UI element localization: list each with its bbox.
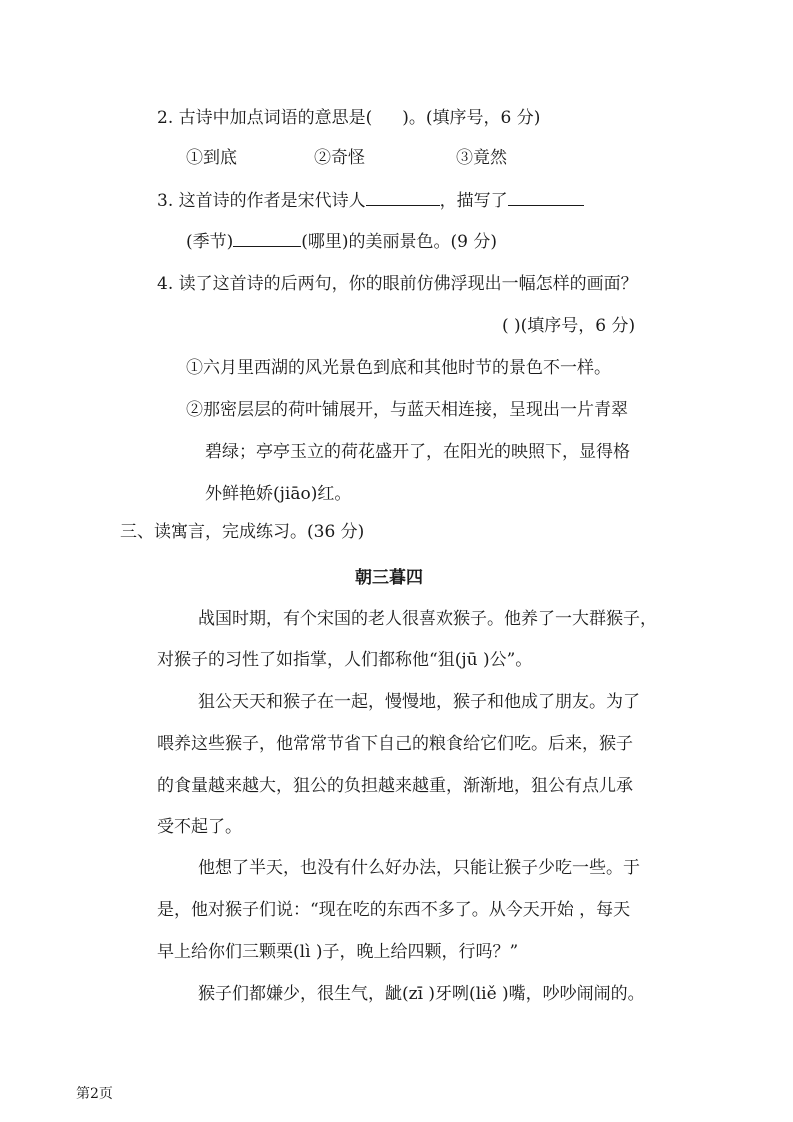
- story-p2-line-2: 喂养这些猴子，他常常节省下自己的粮食给它们吃。后来，猴子: [157, 734, 633, 754]
- story-p3-line-3: 早上给你们三颗栗(lì )子，晚上给四颗，行吗？”: [157, 942, 519, 962]
- question-3-line-2: [186, 230, 497, 254]
- story-p1-line-1: 战国时期，有个宋国的老人很喜欢猴子。他养了一大群猴子，: [198, 609, 657, 629]
- q4-option-1: ①六月里西湖的风光景色到底和其他时节的景色不一样。: [186, 358, 611, 378]
- q4-option-2-line-1: ②那密层层的荷叶铺展开，与蓝天相连接，呈现出一片青翠: [186, 400, 628, 420]
- story-p1-line-2: 对猴子的习性了如指掌，人们都称他“狙(jū )公”。: [157, 650, 533, 670]
- story-p3-line-1: 他想了半天，也没有什么好办法，只能让猴子少吃一些。于: [198, 858, 640, 878]
- q3-prefix: 3. 这首诗的作者是宋代诗人: [157, 191, 366, 211]
- story-p2-line-4: 受不起了。: [157, 817, 242, 837]
- story-p2-line-3: 的食量越来越大，狙公的负担越来越重，渐渐地，狙公有点儿承: [157, 776, 633, 796]
- q4-option-2-line-3: 外鲜艳娇(jiāo)红。: [205, 484, 352, 504]
- q2-suffix: )。(填序号，6 分): [402, 108, 541, 128]
- q3-season-label: (季节): [186, 232, 234, 252]
- q4-option-2-line-2: 碧绿；亭亭玉立的荷花盛开了，在阳光的映照下，显得格: [205, 442, 630, 462]
- section-3-heading: 三、读寓言，完成练习。(36 分): [120, 522, 365, 542]
- story-p3-line-2: 是，他对猴子们说：“现在吃的东西不多了。从今天开始 ，每天: [157, 900, 631, 920]
- q3-place-blank[interactable]: [233, 230, 301, 247]
- q3-poet-blank[interactable]: [366, 189, 440, 206]
- question-2: [157, 106, 540, 130]
- q4-answer-slot[interactable]: ( )(填序号，6 分): [502, 316, 636, 336]
- story-p2-line-1: 狙公天天和猴子在一起，慢慢地，猴子和他成了朋友。为了: [198, 692, 640, 712]
- q3-mid: ，描写了: [439, 191, 508, 211]
- q2-option-1: ①到底: [186, 148, 237, 168]
- q2-option-2: ②奇怪: [314, 148, 365, 168]
- question-3: [157, 189, 584, 213]
- story-p4-line-1: 猴子们都嫌少，很生气，龇(zī )牙咧(liě )嘴，吵吵闹闹的。: [198, 984, 645, 1004]
- story-title: 朝三暮四: [355, 568, 423, 588]
- question-4: 4. 读了这首诗的后两句，你的眼前仿佛浮现出一幅怎样的画面？: [157, 274, 638, 294]
- page-number: 第2页: [76, 1086, 113, 1102]
- q2-prefix: 2. 古诗中加点词语的意思是(: [157, 108, 373, 128]
- q2-option-3: ③竟然: [456, 148, 507, 168]
- q3-season-blank[interactable]: [508, 189, 584, 206]
- q3-suffix: (哪里)的美丽景色。(9 分): [301, 232, 498, 252]
